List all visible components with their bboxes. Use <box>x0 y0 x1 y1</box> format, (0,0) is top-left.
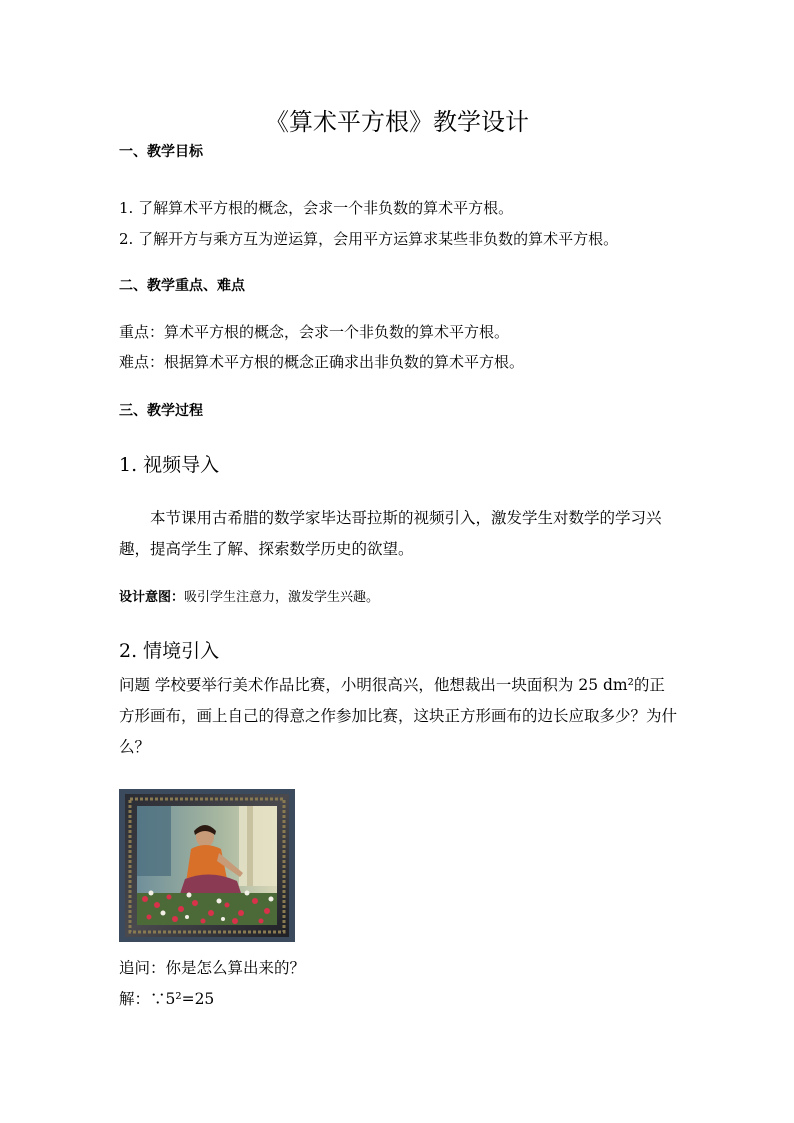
key-point-focus: 重点：算术平方根的概念，会求一个非负数的算术平方根。 <box>119 323 510 341</box>
subheading-situation: 2. 情境引入 <box>119 640 220 662</box>
design-intent <box>119 586 379 605</box>
goal-item-2: 2. 了解开方与乘方互为逆运算，会用平方运算求某些非负数的算术平方根。 <box>119 230 619 248</box>
problem-paragraph: 问题 学校要举行美术作品比赛，小明很高兴，他想裁出一块面积为 25 dm²的正方形画布，画上自己的得意之作参加比赛，这块正方形画布的边长应取多少？为什么？ <box>119 676 678 756</box>
key-point-difficulty: 难点：根据算术平方根的概念正确求出非负数的算术平方根。 <box>119 353 525 371</box>
video-paragraph: 本节课用古希腊的数学家毕达哥拉斯的视频引入，激发学生对数学的学习兴趣，提高学生了解、探索数学历史的欲望。 <box>119 509 662 558</box>
section-heading-key-points: 二、教学重点、难点 <box>119 278 245 294</box>
section-heading-goals: 一、教学目标 <box>119 144 203 160</box>
subheading-video: 1. 视频导入 <box>119 454 220 476</box>
followup-question: 追问：你是怎么算出来的？ <box>119 959 306 977</box>
framed-painting-image <box>119 789 295 942</box>
section-heading-process: 三、教学过程 <box>119 403 203 419</box>
goal-item-1: 1. 了解算术平方根的概念，会求一个非负数的算术平方根。 <box>119 199 514 217</box>
design-intent-label: 设计意图： <box>119 590 185 605</box>
page-title: 《算术平方根》教学设计 <box>265 108 529 136</box>
design-intent-text: 吸引学生注意力，激发学生兴趣。 <box>184 590 380 605</box>
solution-line: 解：∵5²=25 <box>119 990 215 1008</box>
